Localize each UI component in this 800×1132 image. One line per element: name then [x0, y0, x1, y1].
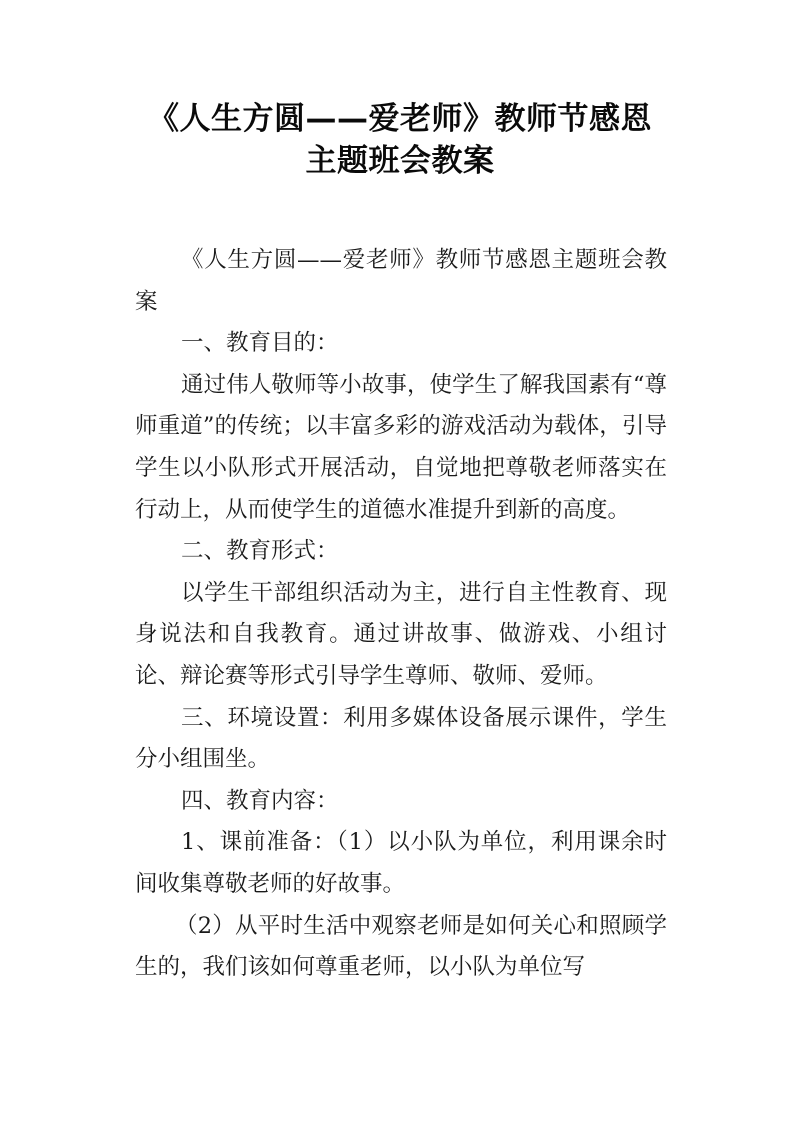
- section-heading-purpose: 一、教育目的：: [181, 330, 339, 357]
- paragraph-preparation-2: （2）从平时生活中观察老师是如何关心和照顾学生的，我们该如何尊重老师，以小队为单位写: [135, 912, 667, 981]
- paragraph-preparation-1: 1、课前准备：（1）以小队为单位，利用课余时间收集尊敬老师的好故事。: [135, 829, 667, 897]
- paragraph-purpose: 通过伟人敬师等小故事，使学生了解我国素有“尊师重道”的传统；以丰富多彩的游戏活动为载体，引导学生以小队形式开展活动，自觉地把尊敬老师落实在行动上，从而使学生的道德水准提升到新的高度。: [135, 371, 667, 523]
- section-heading-form: 二、教育形式：: [181, 538, 339, 565]
- document-title: [0, 98, 800, 182]
- paragraph-subtitle: 《人生方圆——爱老师》教师节感恩主题班会教案: [135, 247, 667, 315]
- paragraph-environment: 三、环境设置：利用多媒体设备展示课件，学生分小组围坐。: [135, 704, 667, 773]
- document-body: [135, 240, 667, 989]
- title-line-2: 主题班会教案: [305, 143, 495, 179]
- section-heading-content: 四、教育内容：: [181, 787, 339, 814]
- title-line-1: 《人生方圆——爱老师》教师节感恩: [148, 101, 652, 137]
- paragraph-form: 以学生干部组织活动为主，进行自主性教育、现身说法和自我教育。通过讲故事、做游戏、小组讨论、辩论赛等形式引导学生尊师、敬师、爱师。: [135, 579, 667, 689]
